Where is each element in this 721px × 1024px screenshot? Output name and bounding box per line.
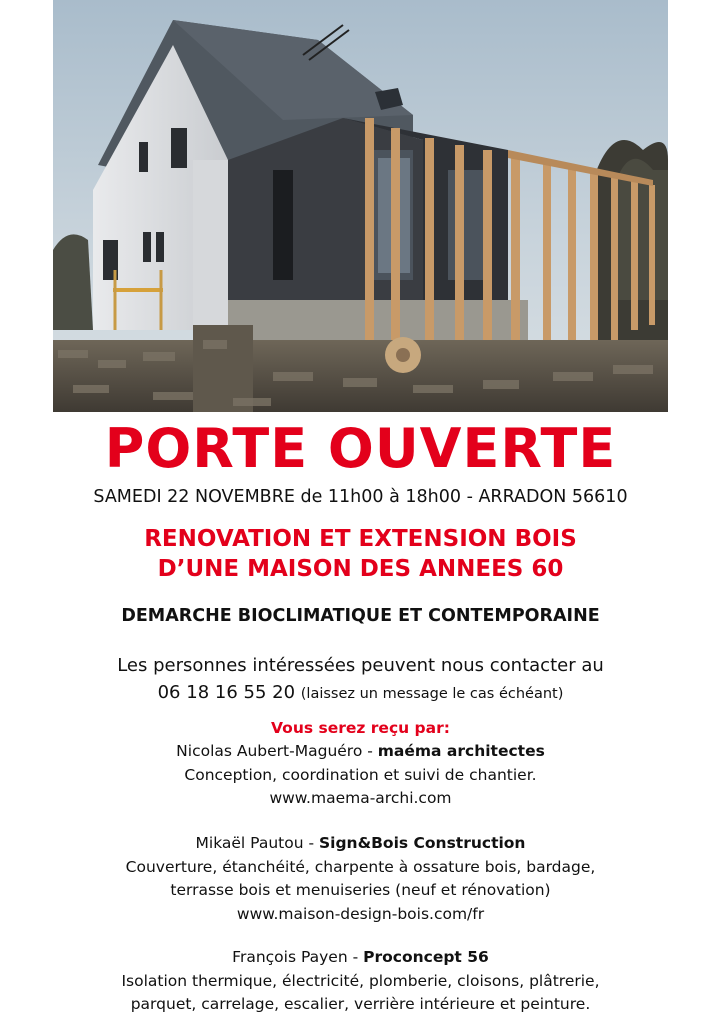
partner-name-line (0, 946, 721, 970)
subtitle-line-2: D’UNE MAISON DES ANNEES 60 (157, 556, 564, 582)
partner-person: Nicolas Aubert-Maguéro (176, 742, 363, 760)
partner-person: Mikaël Pautou (195, 834, 304, 852)
phone-note: (laissez un message le cas échéant) (300, 686, 564, 702)
partner-website-link[interactable]: www.maema-archi.com (269, 789, 452, 807)
partner-separator: - (362, 742, 378, 760)
partner-block (0, 832, 721, 926)
contact-phone-line (0, 679, 721, 708)
partner-description: Couverture, étanchéité, charpente à ossature bois, bardage, (125, 857, 596, 876)
partner-block (0, 740, 721, 811)
partner-description: Conception, coordination et suivi de chantier. (184, 765, 537, 784)
partner-block (0, 946, 721, 1017)
event-date-location: SAMEDI 22 NOVEMBRE de 11h00 à 18h00 - ARRADON 56610 (93, 487, 628, 507)
partner-company: Sign&Bois Construction (318, 834, 526, 852)
contact-intro: Les personnes intéressées peuvent nous contacter au (117, 655, 604, 676)
partner-description-2: parquet, carrelage, escalier, verrière intérieure et peinture. (130, 995, 591, 1013)
received-by-heading: Vous serez reçu par: (271, 719, 450, 737)
partner-company: Proconcept 56 (363, 948, 489, 966)
project-subtitle (0, 524, 721, 584)
phone-number[interactable]: 06 18 16 55 20 (157, 682, 296, 703)
partner-name-line (0, 832, 721, 856)
partner-description-2: terrasse bois et menuiseries (neuf et rénovation) (170, 881, 551, 899)
subtitle-line-1: RENOVATION ET EXTENSION BOIS (144, 526, 577, 552)
partner-website-link[interactable]: www.maison-design-bois.com/fr (236, 904, 485, 923)
partner-company: maéma architectes (377, 742, 545, 760)
house-photo (53, 0, 668, 412)
partner-description: Isolation thermique, électricité, plomberie, cloisons, plâtrerie, (121, 971, 600, 990)
partner-name-line (0, 740, 721, 764)
event-title: PORTE OUVERTE (104, 417, 617, 480)
project-theme: DEMARCHE BIOCLIMATIQUE ET CONTEMPORAINE (121, 606, 600, 626)
partner-separator: - (347, 948, 364, 966)
contact-info (0, 652, 721, 708)
partner-separator: - (303, 834, 319, 852)
partner-person: François Payen (232, 948, 348, 966)
